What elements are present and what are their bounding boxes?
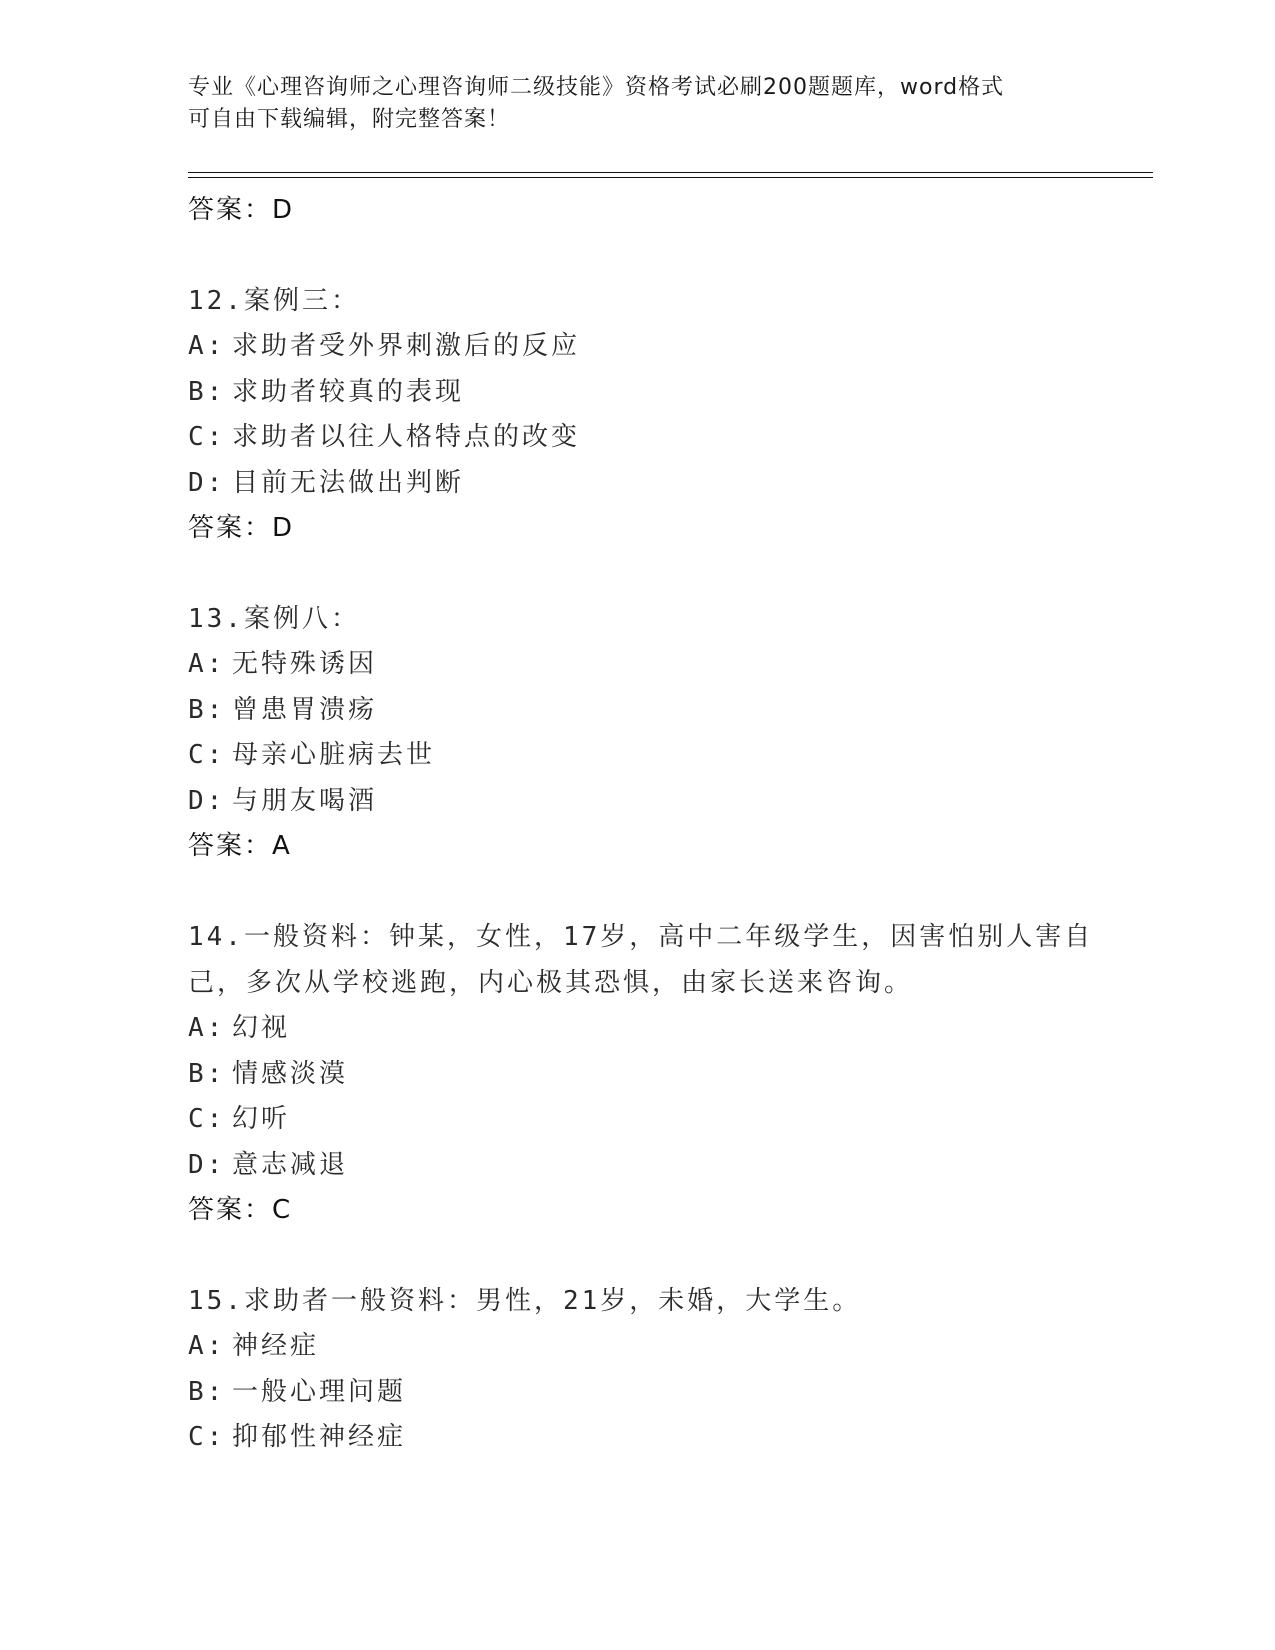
answer-line: 答案：A	[188, 831, 292, 861]
option-text: 一般心理问题	[232, 1376, 407, 1407]
option-letter: A:	[188, 1013, 226, 1043]
option-letter: B:	[188, 376, 226, 407]
header-line-1: 专业《心理咨询师之心理咨询师二级技能》资格考试必刷200题题库，word格式	[188, 75, 1005, 100]
question-stem: 14.一般资料：钟某，女性，17岁，高中二年级学生，因害怕别人害自己，多次从学校逃跑，内心极其恐惧，由家长送来咨询。	[188, 922, 1094, 998]
option-letter: C:	[188, 1104, 226, 1134]
option-letter: C:	[188, 422, 226, 452]
option-d	[188, 461, 1108, 507]
option-letter: C:	[188, 1422, 226, 1452]
option-a	[188, 324, 1108, 370]
spacer	[188, 232, 1108, 278]
option-a	[188, 642, 1108, 688]
option-letter: B:	[188, 1058, 226, 1089]
option-b	[188, 1052, 1108, 1098]
answer-line: 答案：D	[188, 195, 295, 225]
question-block	[188, 1278, 1108, 1461]
option-letter: B:	[188, 694, 226, 725]
question-block	[188, 278, 1108, 550]
option-text: 幻听	[232, 1104, 291, 1134]
spacer	[188, 1232, 1108, 1278]
option-b	[188, 370, 1108, 416]
question-block	[188, 596, 1108, 868]
option-letter: D:	[188, 785, 226, 816]
option-text: 抑郁性神经症	[232, 1422, 407, 1452]
question-list	[188, 188, 1108, 1461]
header-divider-bottom	[188, 177, 1153, 178]
spacer	[188, 550, 1108, 596]
option-letter: A:	[188, 1331, 226, 1361]
option-text: 幻视	[232, 1013, 291, 1043]
option-text: 求助者受外界刺激后的反应	[232, 331, 581, 361]
option-letter: D:	[188, 467, 226, 498]
option-text: 意志减退	[232, 1149, 349, 1180]
option-letter: B:	[188, 1376, 226, 1407]
header-divider-top	[188, 172, 1153, 173]
option-text: 无特殊诱因	[232, 649, 378, 679]
option-text: 求助者以往人格特点的改变	[232, 422, 581, 452]
option-a	[188, 1324, 1108, 1370]
question-stem: 13.案例八：	[188, 604, 360, 634]
header-line-2: 可自由下载编辑，附完整答案！	[188, 107, 511, 132]
option-b	[188, 688, 1108, 734]
option-c	[188, 415, 1108, 461]
question-stem: 15.求助者一般资料：男性，21岁，未婚，大学生。	[188, 1286, 862, 1316]
option-letter: D:	[188, 1149, 226, 1180]
option-text: 目前无法做出判断	[232, 467, 465, 498]
option-c	[188, 1415, 1108, 1461]
option-text: 与朋友喝酒	[232, 785, 378, 816]
option-letter: C:	[188, 740, 226, 770]
option-letter: A:	[188, 649, 226, 679]
option-d	[188, 1143, 1108, 1189]
option-d	[188, 779, 1108, 825]
option-text: 情感淡漠	[232, 1058, 349, 1089]
question-stem: 12.案例三：	[188, 286, 360, 316]
option-text: 求助者较真的表现	[232, 376, 465, 407]
answer-line: 答案：C	[188, 1195, 293, 1225]
option-c	[188, 733, 1108, 779]
option-text: 神经症	[232, 1331, 320, 1361]
question-block	[188, 914, 1108, 1232]
option-b	[188, 1370, 1108, 1416]
option-text: 母亲心脏病去世	[232, 740, 436, 770]
option-a	[188, 1006, 1108, 1052]
option-text: 曾患胃溃疡	[232, 694, 378, 725]
spacer	[188, 868, 1108, 914]
option-c	[188, 1097, 1108, 1143]
option-letter: A:	[188, 331, 226, 361]
document-header	[188, 72, 1068, 136]
answer-line: 答案：D	[188, 513, 295, 543]
